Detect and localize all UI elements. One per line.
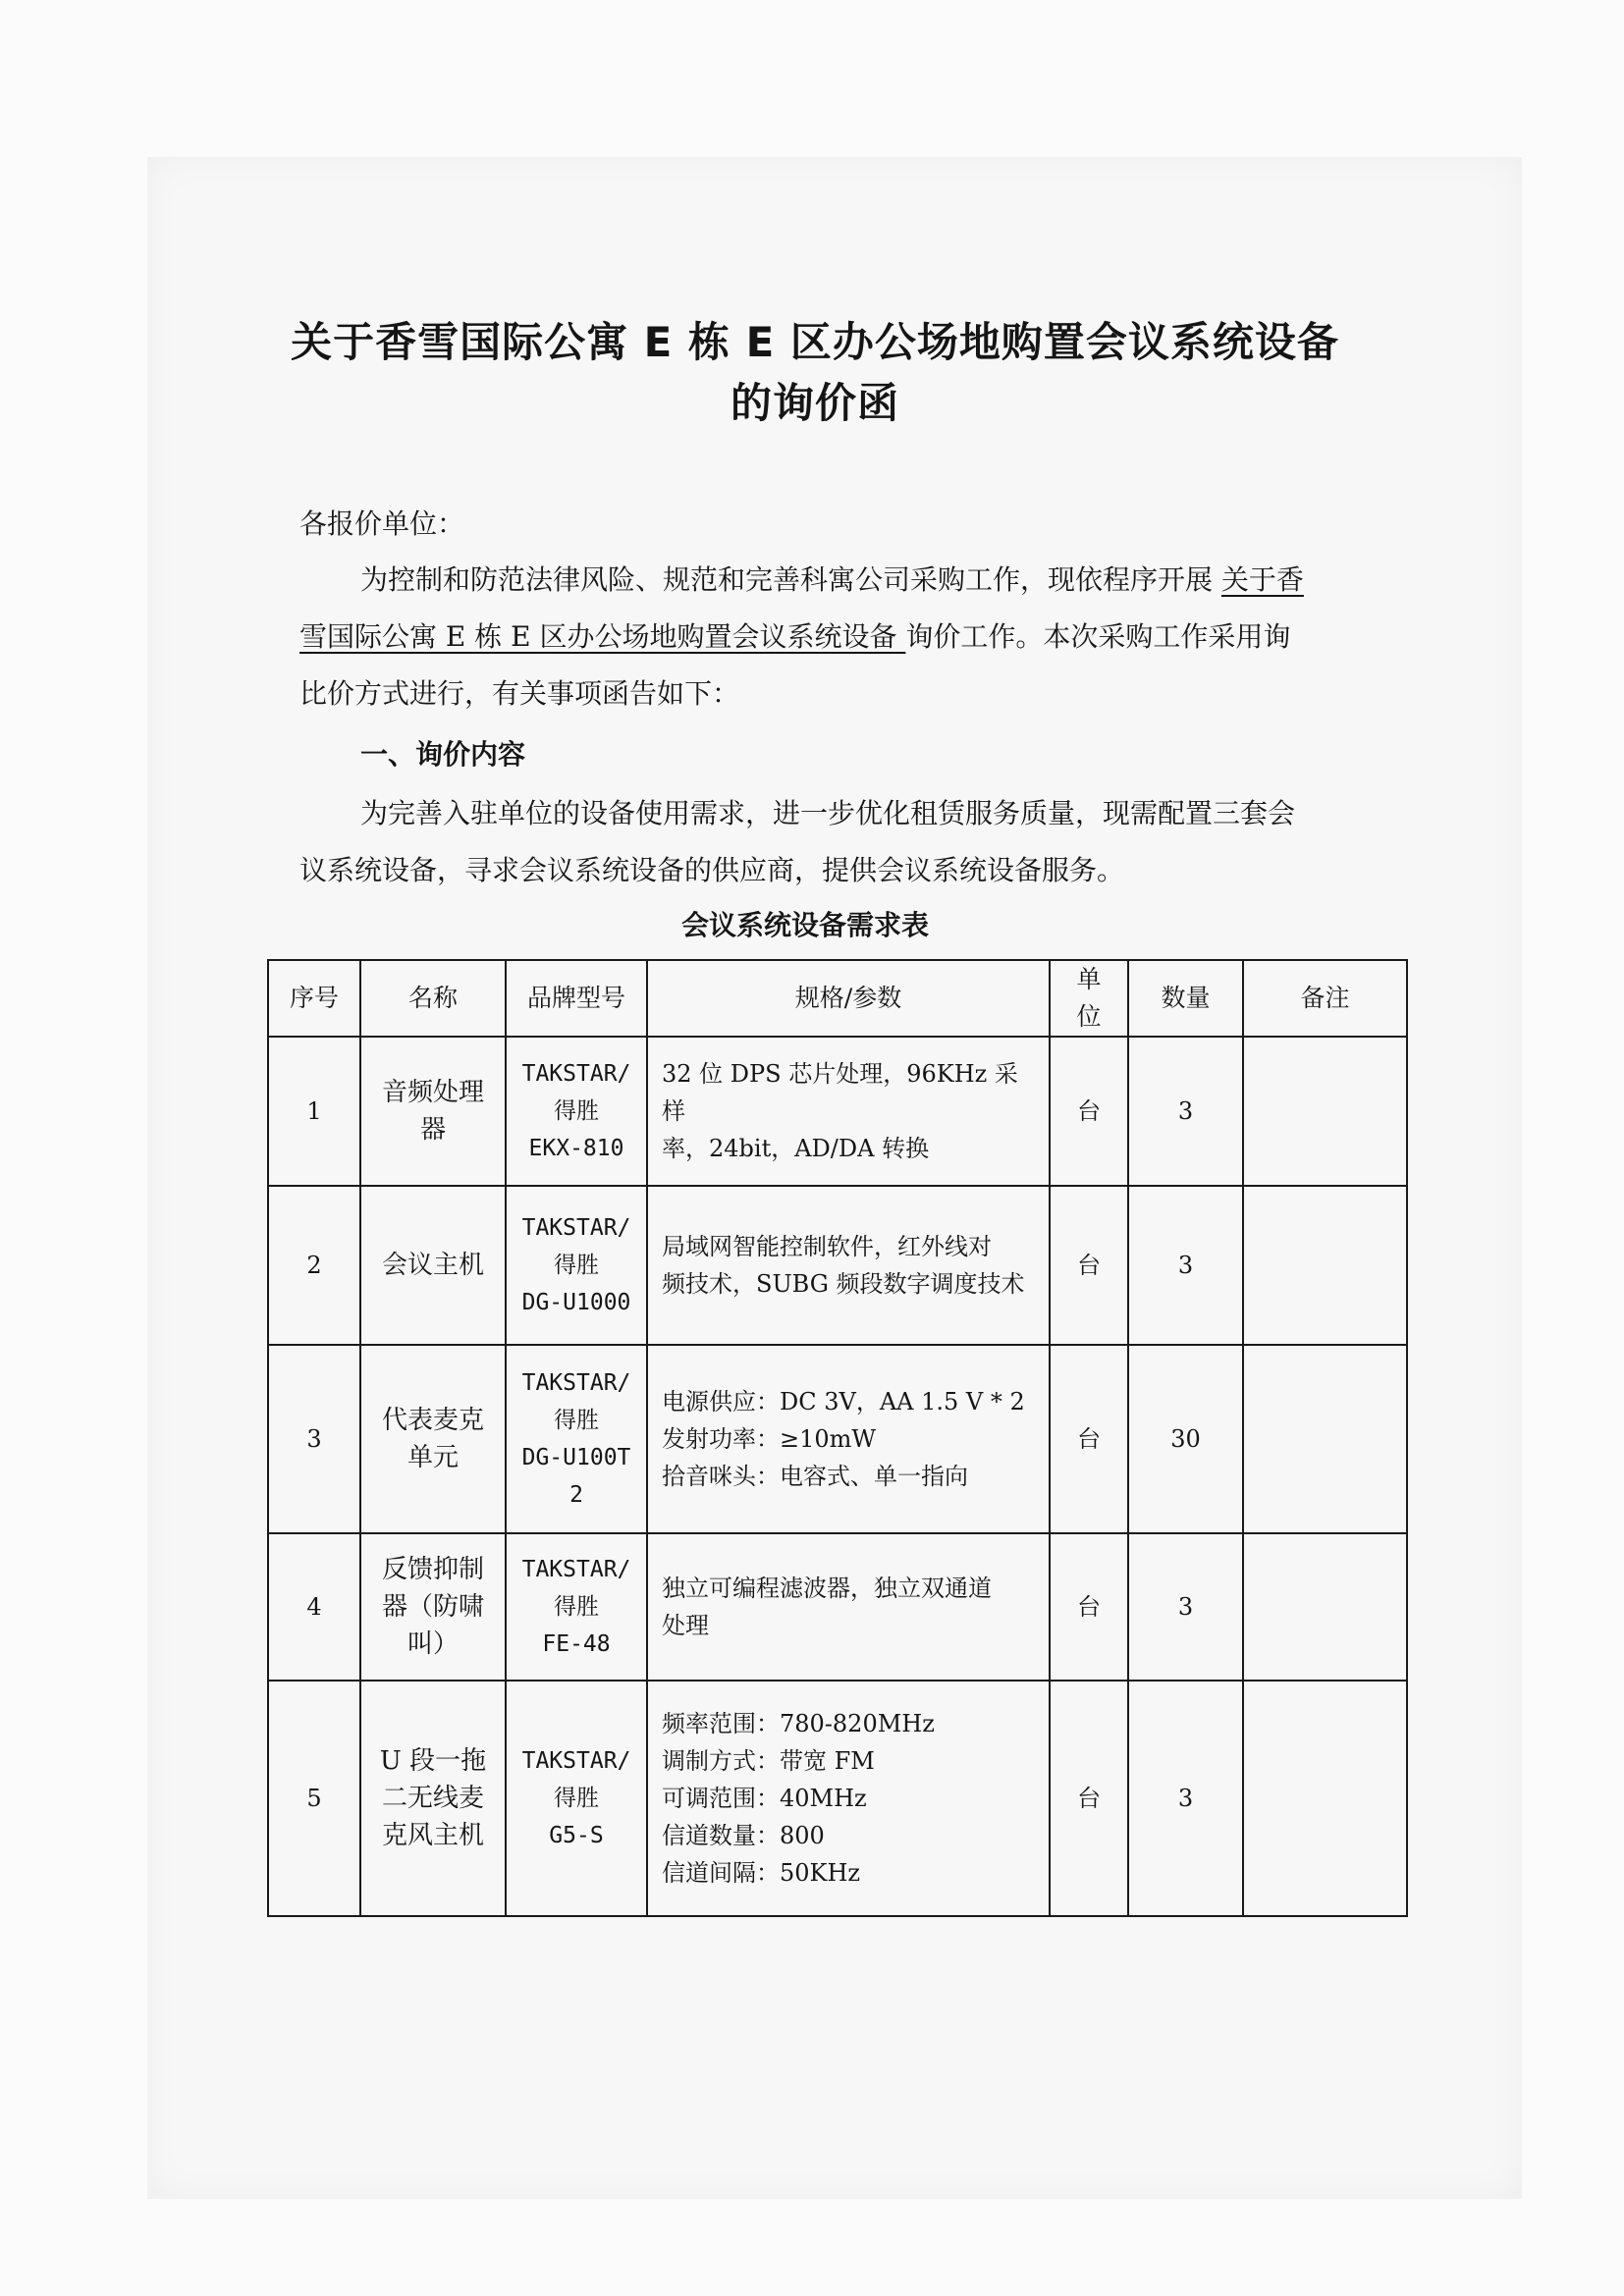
cell-model: TAKSTAR/ 得胜 DG-U100T 2 [506,1345,647,1533]
table-header-row [268,960,1407,1037]
cell-no: 4 [268,1533,360,1681]
header-unit: 单 位 [1050,960,1128,1037]
cell-model: TAKSTAR/ 得胜 G5-S [506,1681,647,1916]
cell-name: 代表麦克 单元 [360,1345,506,1533]
requirements-table [267,959,1408,1917]
cell-spec: 独立可编程滤波器，独立双通道 处理 [647,1533,1050,1681]
cell-qty: 30 [1128,1345,1243,1533]
section-heading: 一、询价内容 [360,738,526,771]
cell-model: TAKSTAR/ 得胜 EKX-810 [506,1037,647,1186]
table-row [268,1037,1407,1186]
cell-qty: 3 [1128,1186,1243,1345]
cell-name: U 段一拖 二无线麦 克风主机 [360,1681,506,1916]
table-title: 会议系统设备需求表 [680,909,929,941]
cell-qty: 3 [1128,1681,1243,1916]
cell-remark [1243,1681,1407,1916]
cell-remark [1243,1345,1407,1533]
table-row [268,1533,1407,1681]
header-remark: 备注 [1243,960,1407,1037]
cell-qty: 3 [1128,1037,1243,1186]
table-row [268,1681,1407,1916]
cell-unit: 台 [1050,1533,1128,1681]
cell-spec: 局域网智能控制软件，红外线对 频技术，SUBG 频段数字调度技术 [647,1186,1050,1345]
intro-text-before: 为控制和防范法律风险、规范和完善科寓公司采购工作，现依程序开展 [360,563,1221,596]
table-row [268,1186,1407,1345]
cell-unit: 台 [1050,1037,1128,1186]
cell-remark [1243,1186,1407,1345]
intro-project-name: 关于香雪国际公寓 E 栋 E 区办公场地购置会议系统设备 [299,563,1304,653]
cell-no: 1 [268,1037,360,1186]
header-model: 品牌型号 [506,960,647,1037]
cell-qty: 3 [1128,1533,1243,1681]
cell-spec: 32 位 DPS 芯片处理，96KHz 采样 率，24bit，AD/DA 转换 [647,1037,1050,1186]
intro-paragraph [299,552,1311,722]
cell-spec: 电源供应：DC 3V，AA 1.5 V * 2 发射功率：≥10mW 拾音咪头：电容式、单一指向 [647,1345,1050,1533]
header-name: 名称 [360,960,506,1037]
cell-unit: 台 [1050,1186,1128,1345]
cell-no: 2 [268,1186,360,1345]
cell-name: 反馈抑制 器（防啸 叫） [360,1533,506,1681]
header-qty: 数量 [1128,960,1243,1037]
salutation: 各报价单位： [299,507,465,540]
cell-unit: 台 [1050,1345,1128,1533]
cell-model: TAKSTAR/ 得胜 FE-48 [506,1533,647,1681]
header-spec: 规格/参数 [647,960,1050,1037]
section-paragraph: 为完善入驻单位的设备使用需求，进一步优化租赁服务质量，现需配置三套会议系统设备，寻求会议系统设备的供应商，提供会议系统设备服务。 [299,797,1296,886]
cell-model: TAKSTAR/ 得胜 DG-U1000 [506,1186,647,1345]
cell-remark [1243,1533,1407,1681]
header-no: 序号 [268,960,360,1037]
cell-no: 3 [268,1345,360,1533]
table-row [268,1345,1407,1533]
cell-name: 音频处理 器 [360,1037,506,1186]
intro-text-after: 询价工作。本次采购工作采用询比价方式进行，有关事项函告如下： [299,620,1291,710]
cell-spec: 频率范围：780-820MHz 调制方式：带宽 FM 可调范围：40MHz 信道数量：800 信道间隔：50KHz [647,1681,1050,1916]
document-title: 关于香雪国际公寓 E 栋 E 区办公场地购置会议系统设备的询价函 [291,318,1339,427]
cell-no: 5 [268,1681,360,1916]
cell-unit: 台 [1050,1681,1128,1916]
cell-remark [1243,1037,1407,1186]
cell-name: 会议主机 [360,1186,506,1345]
